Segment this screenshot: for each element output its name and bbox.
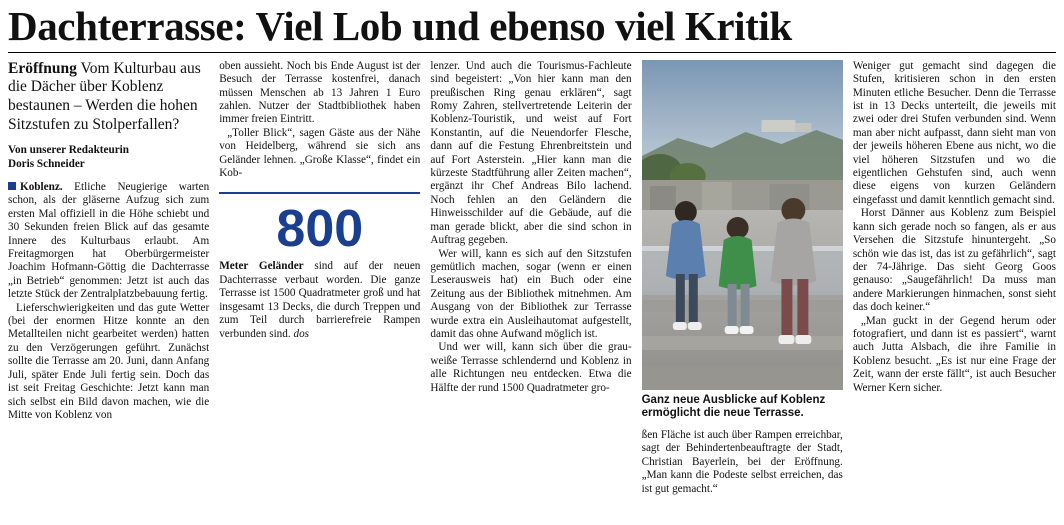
page-headline: Dachterrasse: Viel Lob und ebenso viel Kritik (8, 3, 792, 49)
headline-rule (8, 52, 1056, 53)
column-4 (642, 60, 853, 520)
column-2 (219, 60, 430, 520)
column-1 (8, 60, 219, 520)
factbox-text: sind auf der neuen Dachterrasse verbaut worden. Die ganze Terrasse ist 1500 Quadratmeter groß und hat insgesamt 13 Decks, die durch Treppen und zum Teil durch barrierefreie Rampen verbunden sind. (219, 260, 421, 340)
photo-caption: Ganz neue Ausblicke auf Koblenz ermöglicht die neue Terrasse. (641, 393, 826, 420)
factbox-body (219, 260, 420, 340)
byline-line-1: Von unserer Redakteurin (8, 144, 130, 157)
column-5 (853, 60, 1056, 520)
lead-paragraph (8, 60, 209, 134)
column1-first-paragraph: Etliche Neugierige warten schon, als der gläserne Aufzug sich zum ersten Mal offiziell in die Höhe schiebt und 30 Sekunden freien Blick auf das gesamte Innere des Kulturbaus erlaubt. Am Freitagmorgen hat Oberbürgermeister Joachim Hofmann-Göttig die Dachterrasse „in Betrieb“ genommen: Jetzt ist auch das letzte Stück der Zentralplatzbebauung fertig. (8, 181, 210, 301)
column-3 (430, 60, 641, 520)
article-photo (642, 60, 843, 390)
byline-line-2: Doris Schneider (8, 157, 85, 170)
lead-kicker: Eröffnung (8, 59, 77, 77)
photo-rooftop-terrace-icon (642, 60, 843, 390)
column5-paragraph-3: „Man guckt in der Gegend herum oder fotografiert, und dann ist es passiert“, warnt auch Jutta Alsbach, die ihre Familie in Koblenz besucht. „Es ist nur eine Frage der Zeit, wann der erste fällt“, ist auch Besucher Werner Kern sicher. (852, 314, 1056, 394)
column1-paragraph-2: Lieferschwierigkeiten und das gute Wetter (bei der enormen Hitze konnte an den Metallteilen nicht gearbeitet werden) hatten zu den Verzögerungen geführt. Zunächst sollte die Terrasse am 20. Juni, dann Anfang Juli, später Ende Juli fertig sein. Doch das ist seit Freitag Geschichte: Jetzt kann man sich selbst ein Bild davon machen, wie die Mitte von Koblenz von (8, 301, 210, 421)
column2-paragraph-2: „Toller Blick“, sagen Gäste aus der Nähe von Heidelberg, während sie sich ans Geländer lehnen. „Große Klasse“, findet ein Kob- (219, 126, 421, 180)
byline (8, 144, 209, 171)
column5-paragraph-1: Weniger gut gemacht sind dagegen die Stufen, kritisieren schon in den ersten Minuten etliche Besucher. Denn die Terrasse ist in 13 Decks unterteilt, die jeweils mit zwei oder drei Stufen verbunden sind. Wenn man aber nicht aufpasst, dann sieht man von der jeweils höheren Ebene aus nicht, wo die viel höheren Sitzstufen und wo die eigentlichen Gehstufen sind, auch wenn diese eigens von kurzen Geländern eingefasst und damit kenntlich gemacht sind. (852, 59, 1056, 206)
column4-paragraph-1: ßen Fläche ist auch über Rampen erreichbar, sagt der Behindertenbeauftragte der Stadt, Christian Bayerlein, bei der Eröffnung. „Man kann die Podeste selbst erreichen, das ist gut gemacht.“ (641, 429, 843, 495)
dateline-paragraph (8, 181, 209, 302)
column3-paragraph-2: Wer will, kann es sich auf den Sitzstufen gemütlich machen, sogar (wenn er einen Leserausweis hat) ein Buch oder eine Zeitung aus der Bibliothek mitnehmen. Am Ausgang von der Bibliothek zur Terrasse wurde extra ein Ausleihautomat aufgestellt, damit das ohne Aufwand möglich ist. (430, 247, 632, 340)
article-columns (8, 60, 1056, 520)
column3-paragraph-1: lenzer. Und auch die Tourismus-Fachleute sind begeistert: „Von hier kann man den preußischen Ring genau erklären“, sagt Romy Zahren, stellvertretende Leiterin der Koblenz-Touristik, und weist auf Fort Konstantin, auf die Neuendorfer Flesche, dann auf die Festung Ehrenbreitstein und auf Fort Asterstein. „Hier kann man die kürzeste Stadtführung aller Zeiten machen“, ergänzt ihr Chef Andreas Bilo lachend. Noch fehlen an den Geländern die Hinweisschilder auf die Gebäude, auf die man gerade blickt, aber die sind schon in Auftrag gegeben. (430, 59, 632, 247)
factbox (219, 192, 420, 340)
square-bullet-icon (8, 182, 16, 190)
lead-text: Vom Kulturbau aus die Dächer über Koblenz bestaunen – Werden die hohen Sitzstufen zu Stolperfallen? (8, 59, 201, 133)
column5-paragraph-2: Horst Dänner aus Koblenz zum Beispiel kann sich gerade noch so fangen, als er aus Versehen die Sitzstufe hinuntergeht. „So schön wie das ist, das ist zu gefährlich“, sagt der 74-Jährige. Das sieht Georg Goos genauso: „Saugefährlich! Da muss man andere Markierungen hinmachen, sonst sieht das doch keiner.“ (852, 207, 1056, 314)
factbox-lead: Meter Geländer (219, 260, 304, 273)
column2-paragraph-1: oben aussieht. Noch bis Ende August ist der Besuch der Terrasse kostenfrei, danach müssen Menschen ab 13 Jahren 1 Euro zahlen. Nutzer der Stadtbibliothek haben immer freien Eintritt. (219, 59, 421, 126)
dateline: Koblenz. (20, 181, 63, 193)
column4-body (642, 429, 843, 496)
column3-paragraph-3: Und wer will, kann sich über die grau-weiße Terrasse schlendernd und Koblenz in alle Richtungen neu entdecken. Etwa die Hälfte der rund 1500 Quadratmeter gro- (430, 341, 632, 394)
factbox-number: 800 (276, 200, 364, 259)
factbox-source: dos (293, 327, 310, 340)
